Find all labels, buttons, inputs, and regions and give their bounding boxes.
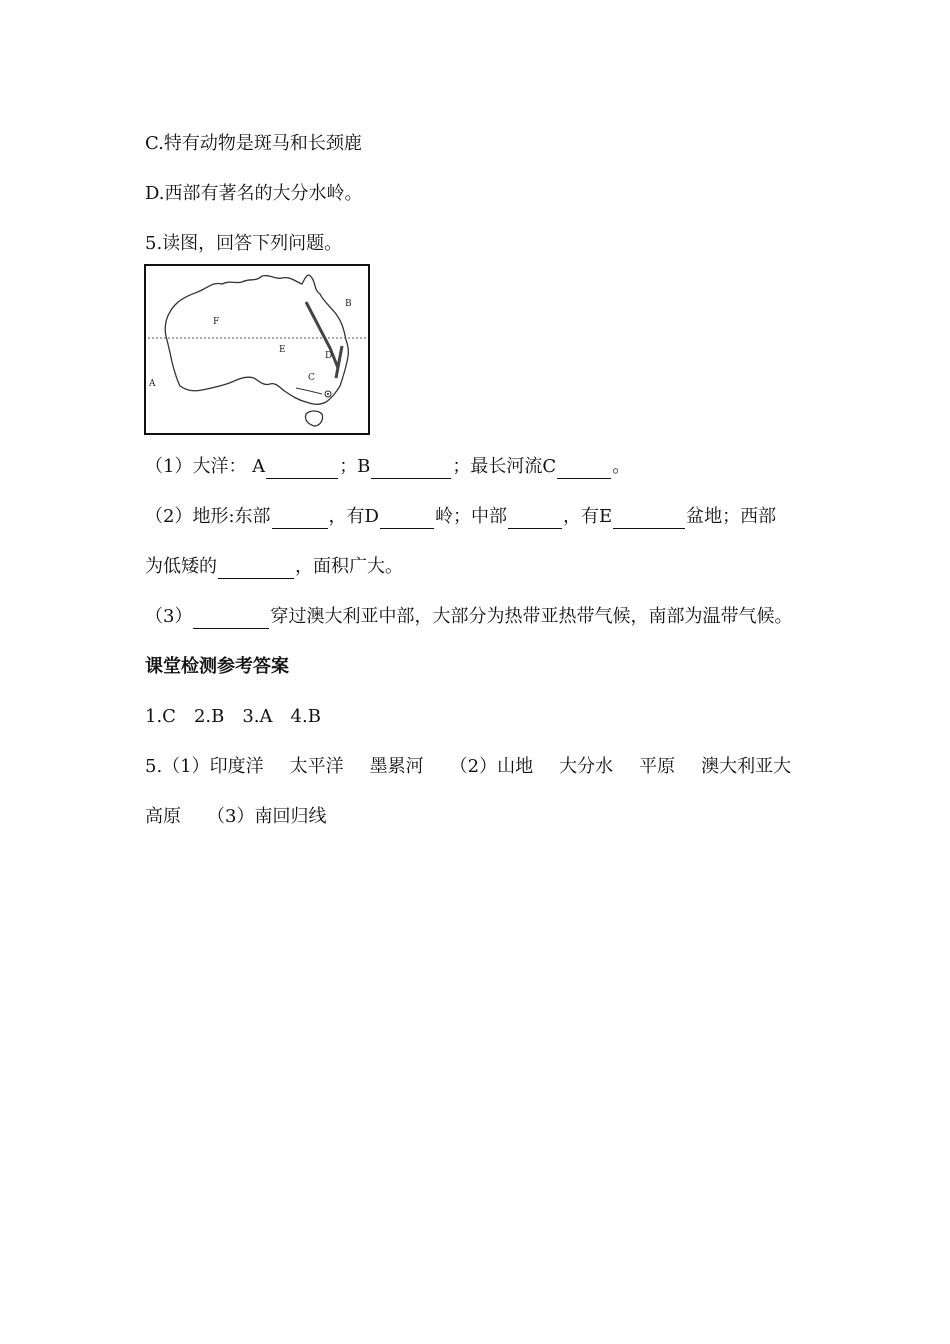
- answer-blank[interactable]: [613, 510, 685, 529]
- map-label-c: C: [308, 373, 315, 383]
- map-label-f: F: [213, 317, 220, 327]
- answer-blank[interactable]: [218, 560, 294, 579]
- australia-map-drawing: [146, 266, 368, 433]
- answer-blank[interactable]: [508, 510, 562, 529]
- question-5-part-3: [145, 605, 792, 629]
- question-5-part-2-line-1: [145, 505, 776, 529]
- map-label-b: B: [345, 299, 352, 309]
- river-line: [296, 388, 322, 394]
- answer-blank[interactable]: [371, 460, 451, 479]
- q2-line1-e: 盆地；西部: [686, 506, 777, 527]
- answer-blank[interactable]: [380, 510, 434, 529]
- answer-5-2c: 平原: [639, 756, 676, 777]
- q1-prefix: （1）大洋： A: [145, 456, 266, 477]
- answer-3: 3.A: [242, 706, 273, 727]
- answer-5-1c: 墨累河: [369, 756, 424, 777]
- tasmania-outline: [305, 411, 322, 426]
- answer-5-1a: 5.（1）印度洋: [145, 756, 264, 777]
- option-d: D.西部有著名的大分水岭。: [145, 183, 363, 204]
- q3-prefix: （3）: [145, 606, 193, 627]
- answers-line-3: [145, 805, 326, 829]
- q1-mid1: ；B: [339, 456, 371, 477]
- answer-5-2b: 大分水: [559, 756, 614, 777]
- q2-line2-b: ，面积广大。: [295, 556, 403, 577]
- q1-end: 。: [612, 456, 631, 477]
- answers-heading: 课堂检测参考答案: [145, 656, 289, 677]
- answer-4: 4.B: [290, 706, 321, 727]
- map-label-e: E: [279, 345, 286, 355]
- answer-5-2a: （2）山地: [449, 756, 534, 777]
- answer-5-2d-cont: 高原: [145, 806, 181, 827]
- q2-line1-c: 岭；中部: [434, 506, 507, 527]
- answer-5-3: （3）南回归线: [207, 806, 327, 827]
- answer-blank[interactable]: [557, 460, 611, 479]
- answer-blank[interactable]: [272, 510, 328, 529]
- answer-5-1b: 太平洋: [289, 756, 344, 777]
- question-5-part-1: [145, 455, 630, 479]
- q2-line1-a: （2）地形:东部: [145, 506, 271, 527]
- capital-dot: [327, 393, 329, 395]
- option-c: C.特有动物是斑马和长颈鹿: [145, 133, 362, 154]
- answers-line-2: [145, 755, 791, 779]
- answer-blank[interactable]: [266, 460, 338, 479]
- answers-line-1: [145, 705, 321, 729]
- q1-mid2: ；最长河流C: [452, 456, 557, 477]
- answer-1: 1.C: [145, 706, 176, 727]
- map-label-a: A: [149, 379, 156, 389]
- q2-line1-b: ，有D: [328, 506, 379, 527]
- question-5-title: 5.读图，回答下列问题。: [145, 233, 343, 254]
- answer-blank[interactable]: [193, 610, 269, 629]
- q3-rest: 穿过澳大利亚中部，大部分为热带亚热带气候，南部为温带气候。: [270, 606, 793, 627]
- answer-2: 2.B: [193, 706, 225, 727]
- map-label-d: D: [325, 351, 333, 361]
- q2-line1-d: ，有E: [562, 506, 613, 527]
- mountain-range-line: [306, 302, 338, 368]
- mainland-outline: [165, 275, 348, 404]
- australia-map: [144, 264, 370, 435]
- q2-line2-a: 为低矮的: [145, 556, 217, 577]
- answer-5-2d: 澳大利亚大: [701, 756, 792, 777]
- question-5-part-2-line-2: [145, 555, 403, 579]
